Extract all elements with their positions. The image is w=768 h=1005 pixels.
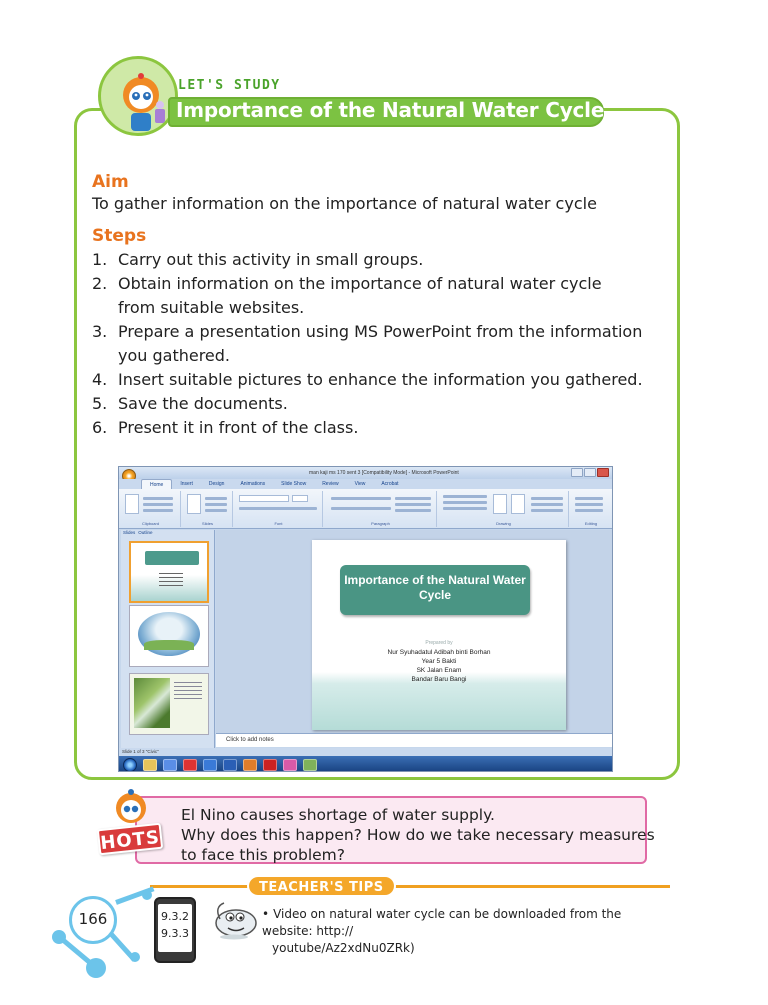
step-text-line: Save the documents. <box>118 394 288 413</box>
ppt-notes-pane: Click to add notes <box>216 733 613 747</box>
ribbon-group-paragraph <box>325 491 437 527</box>
ppt-tab-acrobat: Acrobat <box>381 481 399 487</box>
teachers-tips-heading: TEACHER'S TIPS <box>247 875 396 897</box>
tips-divider <box>150 885 670 888</box>
ribbon-group-font <box>235 491 323 527</box>
computer-mouse-mascot-icon <box>208 893 262 943</box>
ppt-tab-design: Design <box>208 481 225 487</box>
step-item <box>92 320 652 368</box>
step-text-line: Carry out this activity in small groups. <box>118 250 424 269</box>
page-title: Importance of the Natural Water Cycle <box>176 98 605 122</box>
ppt-slide-canvas <box>216 530 613 733</box>
powerpoint-screenshot <box>118 466 613 772</box>
steps-list <box>92 248 652 440</box>
ribbon-group-label: Font <box>274 521 283 526</box>
ppt-tab-slide-show: Slide Show <box>281 481 307 487</box>
slide-thumbnail-2 <box>129 605 209 667</box>
quick-styles-icon <box>511 494 525 514</box>
current-slide <box>312 540 566 730</box>
ribbon-group-label: Clipboard <box>141 521 160 526</box>
ribbon-group-label: Editing <box>584 521 598 526</box>
folder-icon <box>143 759 157 771</box>
slide-author-line: Year 5 Bakti <box>421 658 457 665</box>
step-item <box>92 248 652 272</box>
step-number: 2. <box>92 274 108 293</box>
step-number: 4. <box>92 370 108 389</box>
slide-author-line: Bandar Baru Bangi <box>411 676 467 683</box>
slide-author-line: Nur Syuhadatul Adibah binti Borhan <box>387 649 491 656</box>
step-text <box>118 248 423 272</box>
slide-prepared-by: Prepared by <box>425 640 453 646</box>
molecule-bubble <box>130 952 140 962</box>
step-text-line: you gathered. <box>118 346 231 365</box>
tips-line <box>262 906 662 940</box>
arrange-icon <box>493 494 507 514</box>
step-item <box>92 392 652 416</box>
aim-text: To gather information on the importance of natural water cycle <box>92 194 597 213</box>
tab-outline: Outline <box>138 530 153 535</box>
step-item <box>92 368 652 392</box>
ppt-ribbon-tabs <box>119 479 612 489</box>
step-item <box>92 272 652 320</box>
aim-heading: Aim <box>92 172 129 192</box>
teachers-tips-text <box>262 906 662 957</box>
hots-question-line: El Nino causes shortage of water supply. <box>181 806 495 824</box>
step-text-line: Obtain information on the importance of natural water cycle <box>118 274 602 293</box>
tips-text-line: Video on natural water cycle can be downloaded from the website: http:// <box>262 907 622 938</box>
powerpoint-icon <box>243 759 257 771</box>
step-number: 6. <box>92 418 108 437</box>
ribbon-group-label: Paragraph <box>371 521 390 526</box>
font-name-box <box>239 495 289 502</box>
step-text-line: Present it in front of the class. <box>118 418 359 437</box>
ribbon-group-clipboard <box>121 491 181 527</box>
step-number: 3. <box>92 322 108 341</box>
molecule-bubble <box>52 930 66 944</box>
ribbon-group-editing <box>571 491 611 527</box>
bullet-icon: • <box>262 907 270 921</box>
step-number: 1. <box>92 250 108 269</box>
new-slide-icon <box>187 494 201 514</box>
paint-icon <box>283 759 297 771</box>
ribbon-group-label: Slides <box>202 521 213 526</box>
windows-taskbar <box>119 756 612 772</box>
step-item <box>92 416 652 440</box>
standard-codes <box>158 908 192 942</box>
app-icon <box>303 759 317 771</box>
hots-question-line: Why does this happen? How do we take necessary measures <box>181 826 655 844</box>
opera-icon <box>183 759 197 771</box>
start-button-icon <box>123 758 137 772</box>
tab-slides: Slides <box>123 530 136 535</box>
section-kicker: LET'S STUDY <box>178 78 281 93</box>
ppt-titlebar <box>119 467 612 479</box>
hots-question <box>181 805 655 865</box>
step-number: 5. <box>92 394 108 413</box>
slide-author-line: SK Jalan Enam <box>416 667 462 674</box>
standard-code: 9.3.3 <box>161 927 189 940</box>
hots-question-line: to face this problem? <box>181 846 345 864</box>
ppt-tab-home: Home <box>141 479 172 489</box>
step-text-line: Insert suitable pictures to enhance the information you gathered. <box>118 370 643 389</box>
slide-author-lines <box>312 648 566 684</box>
ppt-ribbon <box>119 489 612 529</box>
ppt-tab-review: Review <box>322 481 339 487</box>
steps-heading: Steps <box>92 226 147 246</box>
molecule-bubble <box>86 958 106 978</box>
acrobat-icon <box>263 759 277 771</box>
media-icon <box>163 759 177 771</box>
ribbon-group-label: Drawing <box>496 521 511 526</box>
font-size-box <box>292 495 308 502</box>
maximize-icon <box>584 468 596 477</box>
waterfall-photo <box>134 678 170 728</box>
robot-mascot-icon <box>98 56 178 136</box>
tips-text-line: youtube/Az2xdNu0ZRk) <box>272 941 415 955</box>
standard-code: 9.3.2 <box>161 910 189 923</box>
step-text-line: from suitable websites. <box>118 298 305 317</box>
step-text <box>118 416 358 440</box>
step-text <box>118 392 288 416</box>
ppt-panel-tabs <box>121 530 214 538</box>
step-text-line: Prepare a presentation using MS PowerPoint from the information <box>118 322 643 341</box>
slide-thumbnail-3 <box>129 673 209 735</box>
step-text <box>118 272 602 320</box>
ppt-window-title: man kaji ms 170 sent 3 [Compatibility Mode] - Microsoft PowerPoint <box>309 470 459 476</box>
ppt-tab-view: View <box>354 481 366 487</box>
paste-icon <box>125 494 139 514</box>
ribbon-group-drawing <box>439 491 569 527</box>
page-number: 166 <box>78 910 108 928</box>
molecule-bubble <box>142 890 152 900</box>
ppt-tab-insert: Insert <box>180 481 193 487</box>
word-icon <box>223 759 237 771</box>
ppt-window-controls <box>571 468 609 477</box>
ppt-tab-animations: Animations <box>240 481 266 487</box>
minimize-icon <box>571 468 583 477</box>
ribbon-group-slides <box>183 491 233 527</box>
slide-title: Importance of the Natural Water Cycle <box>340 565 530 615</box>
slide-thumbnail-1 <box>129 541 209 603</box>
step-text <box>118 368 643 392</box>
internet-explorer-icon <box>203 759 217 771</box>
tips-line <box>262 940 662 957</box>
step-text <box>118 320 642 368</box>
hots-label: HOTS <box>97 823 163 856</box>
ppt-status-bar: Slide 1 of 3 "Civic" <box>119 748 612 756</box>
close-icon <box>597 468 609 477</box>
